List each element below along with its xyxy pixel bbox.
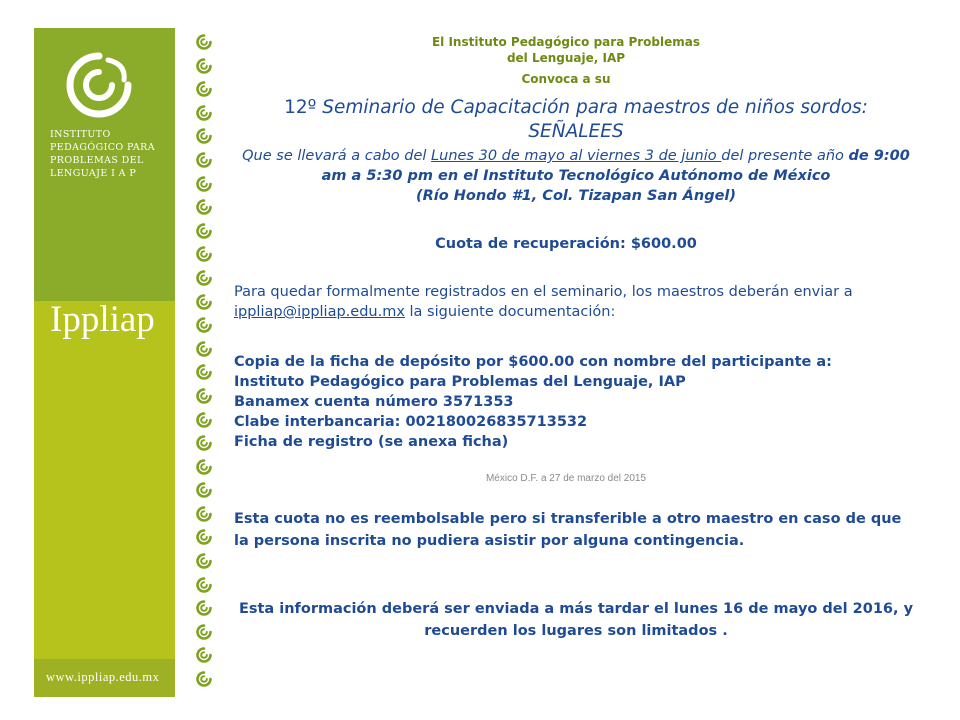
bank-line: Banamex cuenta número 3571353 bbox=[234, 394, 514, 410]
event-dates: Lunes 30 de mayo al viernes 3 de junio bbox=[431, 148, 722, 164]
details-middle: del presente año bbox=[721, 148, 849, 164]
event-time-place: am a 5:30 pm en el Instituto Tecnológico Autónomo de México bbox=[321, 168, 831, 184]
institute-line: INSTITUTO bbox=[50, 129, 111, 140]
header-institute-line: El Instituto Pedagógico para Problemas bbox=[431, 35, 701, 49]
title-number: 12º bbox=[284, 97, 317, 118]
header-institute-line: del Lenguaje, IAP bbox=[506, 51, 626, 65]
institute-line: PEDAGÓGICO PARA bbox=[50, 142, 155, 153]
bank-line: Instituto Pedagógico para Problemas del Lenguaje, IAP bbox=[234, 374, 686, 390]
spiral-bullet-icon bbox=[196, 58, 212, 74]
title-text: Seminario de Capacitación para maestros de niños sordos: bbox=[316, 97, 868, 118]
spiral-logo-icon bbox=[64, 50, 134, 120]
institute-name-lines bbox=[50, 128, 172, 180]
spiral-bullet-icon bbox=[196, 364, 212, 380]
spiral-bullet-icon bbox=[196, 105, 212, 121]
registration-text: Para quedar formalmente registrados en el seminario, los maestros deberán enviar a bbox=[234, 284, 853, 300]
details-intro: Que se llevará a cabo del bbox=[242, 148, 432, 164]
date-place: México D.F. a 27 de marzo del 2015 bbox=[485, 473, 647, 484]
spiral-bullet-icon bbox=[196, 128, 212, 144]
institute-line: LENGUAJE I A P bbox=[50, 168, 137, 179]
bank-line: Clabe interbancaria: 002180026835713532 bbox=[234, 414, 588, 430]
spiral-bullet-icon bbox=[196, 317, 212, 333]
brand-name: Ippliap bbox=[50, 299, 155, 340]
spiral-bullet-icon bbox=[196, 388, 212, 404]
brand-panel-middle bbox=[34, 301, 175, 659]
spiral-bullet-icon bbox=[196, 506, 212, 522]
event-time-start: de 9:00 bbox=[848, 148, 910, 164]
spiral-bullet-icon bbox=[196, 199, 212, 215]
spiral-bullet-icon bbox=[196, 176, 212, 192]
spiral-bullet-icon bbox=[196, 341, 212, 357]
bank-line: Ficha de registro (se anexa ficha) bbox=[234, 434, 509, 450]
institute-line: PROBLEMAS DEL bbox=[50, 155, 144, 166]
spiral-bullet-icon bbox=[196, 624, 212, 640]
registration-paragraph bbox=[234, 282, 914, 322]
registration-email-link[interactable]: ippliap@ippliap.edu.mx bbox=[234, 304, 405, 320]
spiral-bullet-icon bbox=[196, 81, 212, 97]
spiral-bullet-icon bbox=[196, 529, 212, 545]
spiral-bullet-icon bbox=[196, 435, 212, 451]
seminar-title bbox=[226, 96, 926, 144]
spiral-bullet-icon bbox=[196, 270, 212, 286]
header-institute bbox=[226, 34, 906, 66]
website-url: www.ippliap.edu.mx bbox=[46, 670, 160, 684]
seminar-name: SEÑALEES bbox=[528, 121, 624, 142]
spiral-bullet-icon bbox=[196, 223, 212, 239]
bank-line: Copia de la ficha de depósito por $600.00 con nombre del participante a: bbox=[234, 354, 832, 370]
fee: Cuota de recuperación: $600.00 bbox=[435, 236, 697, 252]
spiral-bullet-icon bbox=[196, 647, 212, 663]
registration-after: la siguiente documentación: bbox=[404, 304, 616, 320]
spiral-bullet-icon bbox=[196, 600, 212, 616]
header-convoca: Convoca a su bbox=[521, 72, 611, 86]
deadline-notice bbox=[226, 598, 926, 642]
spiral-bullet-icon bbox=[196, 577, 212, 593]
spiral-bullet-icon bbox=[196, 34, 212, 50]
bullet-column bbox=[196, 34, 218, 695]
event-address: (Río Hondo #1, Col. Tizapan San Ángel) bbox=[415, 188, 737, 204]
spiral-bullet-icon bbox=[196, 152, 212, 168]
flyer-content bbox=[226, 0, 926, 720]
bank-details bbox=[234, 352, 914, 452]
spiral-bullet-icon bbox=[196, 482, 212, 498]
spiral-bullet-icon bbox=[196, 459, 212, 475]
nonrefund-notice: Esta cuota no es reembolsable pero si transferible a otro maestro en caso de que la persona inscrita no pudiera asistir por alguna contingencia. bbox=[234, 511, 902, 549]
spiral-bullet-icon bbox=[196, 671, 212, 687]
event-details bbox=[226, 146, 926, 206]
spiral-bullet-icon bbox=[196, 246, 212, 262]
deadline-line: Esta información deberá ser enviada a más tardar el lunes 16 de mayo del 2016, y bbox=[238, 601, 914, 617]
deadline-line: recuerden los lugares son limitados . bbox=[424, 623, 728, 639]
spiral-bullet-icon bbox=[196, 412, 212, 428]
spiral-bullet-icon bbox=[196, 294, 212, 310]
spiral-bullet-icon bbox=[196, 553, 212, 569]
